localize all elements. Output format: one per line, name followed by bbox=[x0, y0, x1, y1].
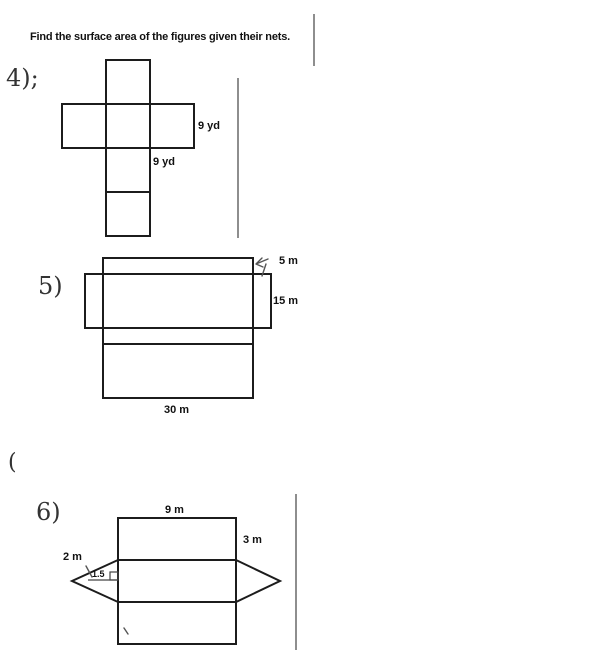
problem-5-number: 5) bbox=[38, 272, 63, 300]
prism-height-label: 5 m bbox=[279, 255, 298, 267]
cube-side-label-inner: 9 yd bbox=[153, 156, 176, 168]
tri-prism-length-label: 9 m bbox=[165, 504, 184, 516]
tri-prism-face-2 bbox=[118, 560, 236, 602]
triangle-base-label: 1.5 bbox=[92, 569, 105, 579]
cube-side-label-right: 9 yd bbox=[198, 120, 221, 132]
tri-prism-triangle-left bbox=[72, 560, 118, 602]
right-angle-mark bbox=[110, 572, 118, 580]
problem-6-number: 6) bbox=[36, 498, 61, 526]
tri-prism-triangle-right bbox=[236, 560, 280, 602]
triangle-height-label: 2 m bbox=[63, 551, 82, 563]
pen-tick-mark bbox=[124, 628, 128, 634]
instructions-text: Find the surface area of the figures given their nets. bbox=[30, 31, 290, 43]
problem-4-number: 4); bbox=[6, 64, 39, 92]
margin-paren-mark: ( bbox=[8, 450, 17, 475]
prism-width-label: 15 m bbox=[273, 295, 299, 307]
tri-prism-side-label: 3 m bbox=[243, 534, 262, 546]
tri-prism-face-3 bbox=[118, 602, 236, 644]
prism-length-label: 30 m bbox=[164, 404, 190, 416]
tri-prism-face-1 bbox=[118, 518, 236, 560]
